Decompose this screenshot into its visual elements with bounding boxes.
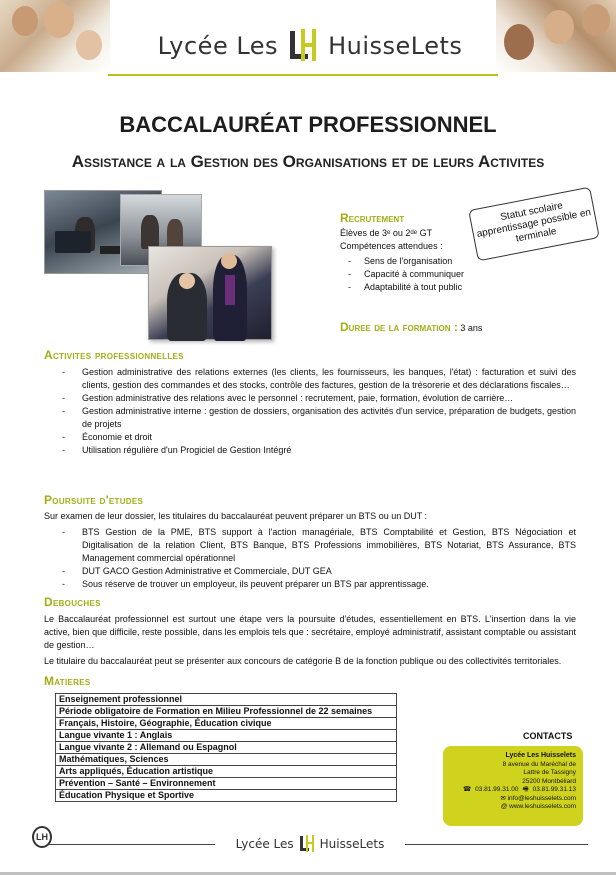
table-row xyxy=(56,790,397,802)
matieres-heading: Matieres xyxy=(44,674,91,688)
duree-heading: Duree de la formation : xyxy=(340,320,458,334)
table-row xyxy=(56,718,397,730)
page-title: BACCALAURÉAT PROFESSIONNEL xyxy=(119,112,497,137)
list-item: - Gestion administrative interne : gestion de dossiers, organisation des activités d'un service, préparation de budgets, gestion de projets xyxy=(62,405,576,431)
list-item: - Utilisation régulière d'un Progiciel de Gestion Intégré xyxy=(62,444,576,457)
competences-list xyxy=(348,255,600,294)
table-cell: Mathématiques, Sciences xyxy=(56,754,397,766)
poursuite-list xyxy=(62,526,576,591)
phone-icon: ☎ xyxy=(463,786,472,793)
contact-address-2: Lattre de Tassigny xyxy=(523,769,576,776)
competences-label: Compétences attendues : xyxy=(340,241,443,251)
header xyxy=(0,0,616,72)
table-cell: Arts appliqués, Éducation artistique xyxy=(56,766,397,778)
footer-brand-left: Lycée Les xyxy=(235,837,294,851)
table-row xyxy=(56,742,397,754)
photo-office-workers xyxy=(148,246,272,340)
contact-fax: 03.81.99.31.13 xyxy=(532,786,576,793)
contacts-label: CONTACTS xyxy=(523,731,573,741)
recrutement-eleves: Élèves de 3ᵉ ou 2ᵈᵉ GT xyxy=(340,228,433,238)
footer-monogram-icon xyxy=(299,835,315,853)
table-row xyxy=(56,694,397,706)
poursuite-section xyxy=(44,510,576,591)
poursuite-heading: Poursuite d'etudes xyxy=(44,493,144,507)
contact-web[interactable]: www.leshuisselets.com xyxy=(509,803,576,810)
footer-brand xyxy=(215,834,405,854)
list-item: - Sous réserve de trouver un employeur, ils peuvent préparer un BTS par apprentissage. xyxy=(62,578,576,591)
table-cell: Éducation Physique et Sportive xyxy=(56,790,397,802)
table-cell: Langue vivante 2 : Allemand ou Espagnol xyxy=(56,742,397,754)
contact-address-1: 8 avenue du Maréchal de xyxy=(502,760,576,768)
activites-list xyxy=(62,366,576,457)
contact-email[interactable]: info@leshuisselets.com xyxy=(507,794,576,802)
contact-web-row xyxy=(447,803,576,812)
table-row xyxy=(56,778,397,790)
email-icon: ✉ xyxy=(500,794,506,802)
table-cell: Prévention – Santé – Environnement xyxy=(56,778,397,790)
duree-value: 3 ans xyxy=(460,323,483,333)
table-row xyxy=(56,730,397,742)
statut-stamp: Statut scolaire apprentissage possible en terminale xyxy=(468,187,600,262)
footer-seal-icon: LH xyxy=(32,826,52,848)
debouches-paragraph-2: Le titulaire du baccalauréat peut se présenter aux concours de catégorie B de la fonction publique ou des collectivités territoriales. xyxy=(44,656,562,666)
web-icon: @ xyxy=(500,803,508,810)
activites-section xyxy=(44,366,576,457)
header-divider xyxy=(108,74,498,76)
recrutement-heading: Recrutement xyxy=(340,211,405,225)
list-item: - DUT GACO Gestion Administrative et Commerciale, DUT GEA xyxy=(62,565,576,578)
table-row xyxy=(56,766,397,778)
list-item: - Capacité à communiquer xyxy=(348,268,600,281)
contact-phone[interactable]: 03.81.99.31.00 xyxy=(475,786,519,793)
contact-email-row xyxy=(447,795,576,804)
debouches-section xyxy=(44,613,576,671)
matieres-table xyxy=(55,693,397,802)
table-cell: Période obligatoire de Formation en Milieu Professionnel de 22 semaines xyxy=(56,706,397,718)
brand-left-text: Lycée Les xyxy=(157,32,279,60)
table-row xyxy=(56,706,397,718)
contacts-box xyxy=(443,746,583,826)
footer-brand-right: HuisseLets xyxy=(319,837,385,851)
list-item: - Adaptabilité à tout public xyxy=(348,281,600,294)
page-subtitle: Assistance a la Gestion des Organisations et de leurs Activites xyxy=(71,152,545,171)
monogram-icon xyxy=(288,29,318,63)
list-item: - Sens de l'organisation xyxy=(348,255,600,268)
poursuite-intro: Sur examen de leur dossier, les titulaires du baccalauréat peuvent préparer un BTS ou un DUT : xyxy=(44,511,428,521)
table-cell: Langue vivante 1 : Anglais xyxy=(56,730,397,742)
contact-phone-row xyxy=(447,786,576,795)
table-cell: Enseignement professionnel xyxy=(56,694,397,706)
table-cell: Français, Histoire, Géographie, Éducation civique xyxy=(56,718,397,730)
brand-right-text: HuisseLets xyxy=(328,32,463,60)
debouches-heading: Debouches xyxy=(44,595,101,609)
photo-collage xyxy=(44,190,274,340)
table-row xyxy=(56,754,397,766)
contact-name: Lycée Les Huisselets xyxy=(505,752,576,759)
list-item: - BTS Gestion de la PME, BTS support à l'action managériale, BTS Comptabilité et Gestion, BTS Négociation et Digitalisation de la relation Client, BTS Banque, BTS Professions immobilières, BTS Notariat, BTS Assurance, BTS Management commercial opérationnel xyxy=(62,526,576,565)
fax-icon: 🖷 xyxy=(522,786,529,793)
duree-section xyxy=(340,320,600,334)
list-item: - Gestion administrative des relations externes (les clients, les fournisseurs, les banques, l'état) : facturation et suivi des clients, gestion des commandes et des stocks, contrôle des factures, gestion de la trésorerie et des déclarations fiscales… xyxy=(62,366,576,392)
brand-logo xyxy=(140,26,480,66)
list-item: - Gestion administrative des relations avec le personnel : recrutement, paie, formation, évolution de carrière… xyxy=(62,392,576,405)
debouches-paragraph-1: Le Baccalauréat professionnel est surtout une étape vers la poursuite d'études, essentiellement en BTS. L'insertion dans la vie active, bien que difficile, reste possible, dans les emplois tels que : secrétaire, employé administratif, assistant comptable ou assistant de gestion… xyxy=(44,614,576,650)
activites-heading: Activites professionnelles xyxy=(44,348,184,362)
list-item: - Économie et droit xyxy=(62,431,576,444)
header-photo-students-right xyxy=(496,0,616,72)
contact-address-3: 25200 Montbéliard xyxy=(522,777,576,785)
header-photo-students-left xyxy=(0,0,110,72)
